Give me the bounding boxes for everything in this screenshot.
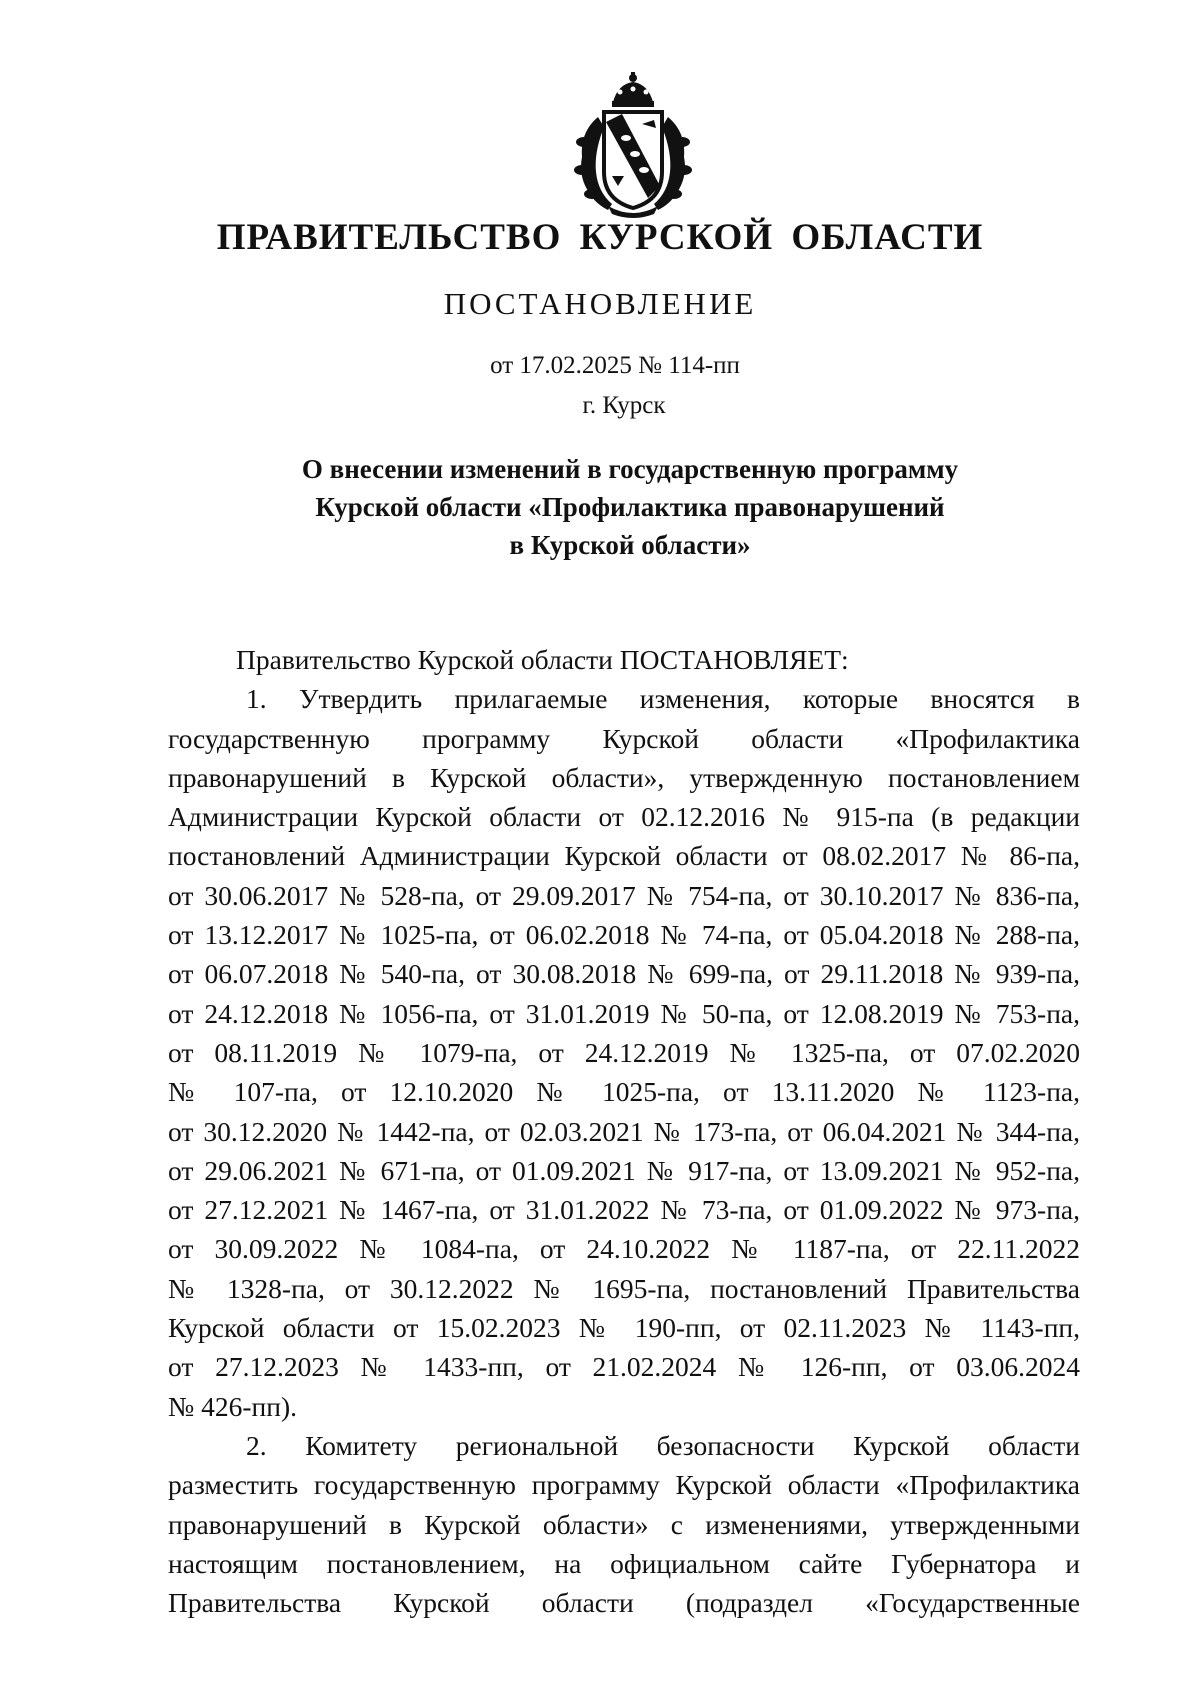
body-line: № 426-пп).	[168, 1390, 297, 1422]
body-line: правонарушений в Курской области», утвержденную постановлением	[168, 761, 1080, 793]
body-line: от 29.06.2021 № 671-па, от 01.09.2021 № 917-па, от 13.09.2021 № 952-па,	[168, 1154, 1080, 1186]
body-line: правонарушений в Курской области» с изменениями, утвержденными	[168, 1508, 1080, 1540]
document-subject	[170, 450, 1090, 564]
kursk-coat-of-arms-icon	[568, 72, 698, 220]
body-line: от 13.12.2017 № 1025-па, от 06.02.2018 № 74-па, от 05.04.2018 № 288-па,	[168, 919, 1080, 951]
document-number: от 17.02.2025 № 114-пп	[490, 352, 740, 379]
body-line: от 27.12.2021 № 1467-па, от 31.01.2022 № 73-па, от 01.09.2022 № 973-па,	[168, 1194, 1080, 1226]
body-line: № 107-па, от 12.10.2020 № 1025-па, от 13.11.2020 № 1123-па,	[168, 1076, 1080, 1108]
document-type: ПОСТАНОВЛЕНИЕ	[443, 286, 757, 321]
document-body	[168, 640, 1080, 1622]
body-line: Правительства Курской области (подраздел «Государственные	[168, 1587, 1080, 1619]
body-line: Курской области от 15.02.2023 № 190-пп, от 02.11.2023 № 1143-пп,	[168, 1312, 1080, 1344]
organization-title: ПРАВИТЕЛЬСТВО КУРСКОЙ ОБЛАСТИ	[216, 217, 984, 258]
body-line: от 30.09.2022 № 1084-па, от 24.10.2022 № 1187-па, от 22.11.2022	[168, 1233, 1080, 1265]
body-line: от 08.11.2019 № 1079-па, от 24.12.2019 № 1325-па, от 07.02.2020	[168, 1036, 1080, 1068]
body-line: № 1328-па, от 30.12.2022 № 1695-па, постановлений Правительства	[168, 1272, 1080, 1304]
body-line: настоящим постановлением, на официальном сайте Губернатора и	[168, 1547, 1080, 1579]
body-line: постановлений Администрации Курской области от 08.02.2017 № 86-па,	[168, 840, 1080, 872]
subject-line: в Курской области»	[509, 530, 751, 560]
subject-line: Курской области «Профилактика правонарушений	[315, 492, 945, 522]
body-line: 1. Утвердить прилагаемые изменения, которые вносятся в	[246, 683, 1080, 715]
document-city: г. Курск	[582, 392, 666, 419]
body-line: от 30.06.2017 № 528-па, от 29.09.2017 № 754-па, от 30.10.2017 № 836-па,	[168, 879, 1080, 911]
body-line: от 27.12.2023 № 1433-пп, от 21.02.2024 № 126-пп, от 03.06.2024	[168, 1351, 1080, 1383]
body-line: Администрации Курской области от 02.12.2016 № 915-па (в редакции	[168, 801, 1080, 833]
body-line: Правительство Курской области ПОСТАНОВЛЯЕТ:	[236, 644, 849, 675]
body-line: государственную программу Курской области «Профилактика	[168, 722, 1080, 754]
body-line: от 24.12.2018 № 1056-па, от 31.01.2019 № 50-па, от 12.08.2019 № 753-па,	[168, 997, 1080, 1029]
body-line: от 06.07.2018 № 540-па, от 30.08.2018 № 699-па, от 29.11.2018 № 939-па,	[168, 958, 1080, 990]
body-line: от 30.12.2020 № 1442-па, от 02.03.2021 № 173-па, от 06.04.2021 № 344-па,	[168, 1115, 1080, 1147]
body-line: разместить государственную программу Курской области «Профилактика	[168, 1469, 1080, 1501]
subject-line: О внесении изменений в государственную программу	[301, 454, 959, 484]
body-line: 2. Комитету региональной безопасности Курской области	[246, 1429, 1080, 1461]
